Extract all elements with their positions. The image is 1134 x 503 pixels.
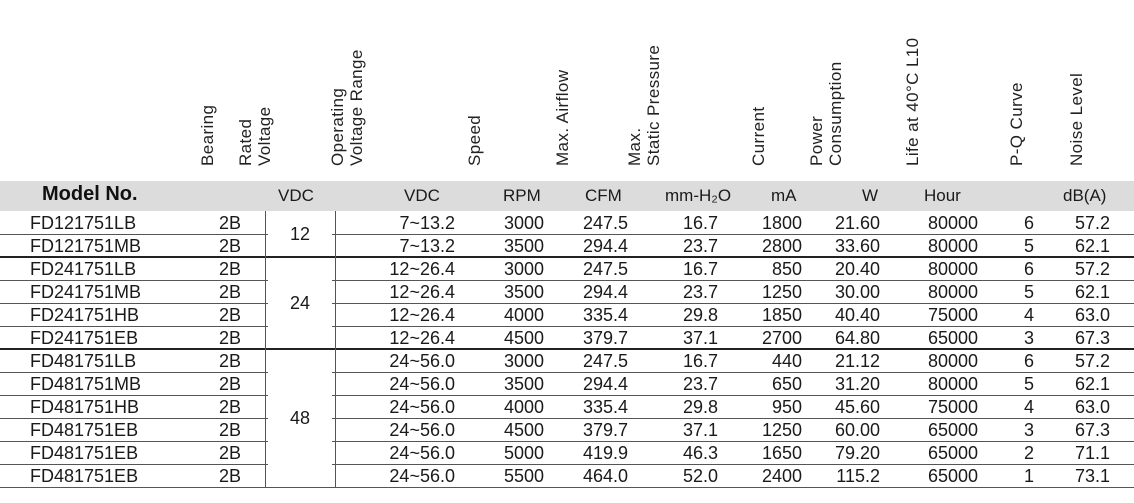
cell-pq: 2 bbox=[1023, 443, 1034, 463]
cell-bearing: 2B bbox=[218, 397, 242, 417]
cell-model: FD241751EB bbox=[30, 328, 139, 348]
cell-range: 7~13.2 bbox=[399, 213, 455, 233]
cell-airflow: 335.4 bbox=[582, 397, 628, 417]
cell-range: 12~26.4 bbox=[389, 282, 455, 302]
cell-airflow: 294.4 bbox=[582, 282, 628, 302]
cell-airflow: 294.4 bbox=[582, 374, 628, 394]
unit-airflow: CFM bbox=[585, 186, 622, 205]
cell-current: 950 bbox=[771, 397, 802, 417]
cell-power: 21.12 bbox=[834, 351, 880, 371]
header-life-line1: Life at 40°C L10 bbox=[903, 37, 922, 166]
cell-speed: 4500 bbox=[503, 328, 544, 348]
header-pq-curve bbox=[1007, 56, 1026, 166]
cell-airflow: 379.7 bbox=[582, 328, 628, 348]
cell-current: 2400 bbox=[761, 466, 802, 486]
cell-pressure: 29.8 bbox=[682, 397, 718, 417]
header-airflow-line1: Max. Airflow bbox=[553, 69, 572, 166]
cell-range: 12~26.4 bbox=[389, 259, 455, 279]
header-current bbox=[749, 76, 768, 166]
table-row bbox=[0, 372, 1134, 396]
cell-model: FD481751LB bbox=[30, 351, 137, 371]
header-noise-line1: Noise Level bbox=[1067, 72, 1086, 166]
cell-speed: 3500 bbox=[503, 374, 544, 394]
cell-life: 65000 bbox=[927, 328, 978, 348]
cell-noise: 62.1 bbox=[1074, 374, 1110, 394]
cell-speed: 5500 bbox=[503, 466, 544, 486]
cell-current: 1250 bbox=[761, 282, 802, 302]
cell-range: 12~26.4 bbox=[389, 305, 455, 325]
cell-pressure: 37.1 bbox=[682, 328, 718, 348]
cell-pressure: 16.7 bbox=[682, 259, 718, 279]
cell-life: 80000 bbox=[927, 374, 978, 394]
cell-bearing: 2B bbox=[218, 236, 242, 256]
cell-model: FD121751MB bbox=[30, 236, 142, 256]
cell-pq: 6 bbox=[1023, 259, 1034, 279]
rated-voltage-cell: 12 bbox=[268, 212, 332, 256]
cell-power: 31.20 bbox=[834, 374, 880, 394]
cell-noise: 63.0 bbox=[1074, 305, 1110, 325]
cell-life: 80000 bbox=[927, 351, 978, 371]
unit-noise: dB(A) bbox=[1063, 186, 1107, 205]
table-row bbox=[0, 464, 1134, 488]
header-operating-range-line1: Operating bbox=[328, 87, 347, 166]
cell-speed: 4000 bbox=[503, 305, 544, 325]
cell-current: 650 bbox=[771, 374, 802, 394]
cell-life: 65000 bbox=[927, 466, 978, 486]
group-separator bbox=[0, 256, 1134, 258]
table-row bbox=[0, 441, 1134, 465]
cell-current: 1850 bbox=[761, 305, 802, 325]
cell-airflow: 335.4 bbox=[582, 305, 628, 325]
cell-current: 850 bbox=[771, 259, 802, 279]
cell-current: 1800 bbox=[761, 213, 802, 233]
cell-range: 24~56.0 bbox=[389, 351, 455, 371]
unit-life: Hour bbox=[924, 186, 961, 205]
cell-pressure: 46.3 bbox=[682, 443, 718, 463]
cell-airflow: 247.5 bbox=[582, 351, 628, 371]
cell-bearing: 2B bbox=[218, 259, 242, 279]
cell-pq: 5 bbox=[1023, 236, 1034, 256]
unit-power: W bbox=[862, 186, 879, 205]
cell-pq: 3 bbox=[1023, 420, 1034, 440]
cell-speed: 3000 bbox=[503, 213, 544, 233]
cell-life: 65000 bbox=[927, 420, 978, 440]
header-bearing-line1: Bearing bbox=[198, 104, 217, 166]
cell-power: 20.40 bbox=[834, 259, 880, 279]
cell-model: FD241751MB bbox=[30, 282, 142, 302]
cell-pq: 5 bbox=[1023, 282, 1034, 302]
header-power-line2: Consumption bbox=[826, 61, 845, 166]
cell-noise: 57.2 bbox=[1074, 259, 1110, 279]
cell-power: 21.60 bbox=[834, 213, 880, 233]
cell-model: FD241751LB bbox=[30, 259, 137, 279]
header-power-line1: Power bbox=[807, 115, 826, 166]
cell-noise: 63.0 bbox=[1074, 397, 1110, 417]
cell-model: FD121751LB bbox=[30, 213, 137, 233]
column-divider bbox=[335, 211, 336, 488]
cell-pressure: 16.7 bbox=[682, 213, 718, 233]
header-speed-line1: Speed bbox=[465, 114, 484, 166]
cell-pressure: 16.7 bbox=[682, 351, 718, 371]
cell-range: 12~26.4 bbox=[389, 328, 455, 348]
table-row bbox=[0, 280, 1134, 304]
cell-airflow: 419.9 bbox=[582, 443, 628, 463]
cell-life: 65000 bbox=[927, 443, 978, 463]
unit-speed: RPM bbox=[503, 186, 541, 205]
cell-pq: 3 bbox=[1023, 328, 1034, 348]
cell-speed: 3000 bbox=[503, 351, 544, 371]
model-no-title: Model No. bbox=[42, 183, 138, 205]
cell-pq: 6 bbox=[1023, 213, 1034, 233]
cell-power: 115.2 bbox=[836, 466, 880, 486]
cell-speed: 4500 bbox=[503, 420, 544, 440]
header-static-pressure-line2: Static Pressure bbox=[644, 44, 663, 166]
cell-speed: 5000 bbox=[503, 443, 544, 463]
cell-range: 24~56.0 bbox=[389, 420, 455, 440]
cell-noise: 67.3 bbox=[1074, 420, 1110, 440]
cell-airflow: 294.4 bbox=[582, 236, 628, 256]
cell-airflow: 464.0 bbox=[582, 466, 628, 486]
rated-voltage-cell: 48 bbox=[268, 350, 332, 486]
header-static-pressure-line1: Max. bbox=[625, 127, 644, 166]
cell-noise: 62.1 bbox=[1074, 236, 1110, 256]
cell-current: 1250 bbox=[761, 420, 802, 440]
cell-bearing: 2B bbox=[218, 282, 242, 302]
cell-model: FD481751MB bbox=[30, 374, 142, 394]
cell-pq: 6 bbox=[1023, 351, 1034, 371]
unit-static-pressure: mm-H₂O bbox=[665, 186, 732, 205]
cell-bearing: 2B bbox=[218, 351, 242, 371]
cell-range: 24~56.0 bbox=[389, 443, 455, 463]
cell-pressure: 52.0 bbox=[682, 466, 718, 486]
cell-pq: 5 bbox=[1023, 374, 1034, 394]
rated-voltage-cell: 24 bbox=[268, 258, 332, 348]
unit-operating-range: VDC bbox=[404, 186, 440, 205]
cell-current: 2800 bbox=[761, 236, 802, 256]
header-bearing bbox=[198, 86, 217, 166]
cell-pressure: 23.7 bbox=[682, 236, 718, 256]
cell-bearing: 2B bbox=[218, 443, 242, 463]
cell-noise: 71.1 bbox=[1074, 443, 1110, 463]
cell-airflow: 247.5 bbox=[582, 259, 628, 279]
cell-current: 440 bbox=[771, 351, 802, 371]
header-current-line1: Current bbox=[749, 106, 768, 166]
cell-model: FD241751HB bbox=[30, 305, 140, 325]
column-divider bbox=[265, 211, 266, 488]
table-row bbox=[0, 395, 1134, 419]
unit-rated-voltage: VDC bbox=[278, 186, 314, 205]
cell-power: 33.60 bbox=[834, 236, 880, 256]
cell-speed: 3500 bbox=[503, 236, 544, 256]
cell-speed: 4000 bbox=[503, 397, 544, 417]
cell-life: 75000 bbox=[927, 397, 978, 417]
cell-bearing: 2B bbox=[218, 305, 242, 325]
cell-range: 7~13.2 bbox=[399, 236, 455, 256]
cell-life: 75000 bbox=[927, 305, 978, 325]
header-airflow bbox=[553, 36, 572, 166]
cell-pq: 4 bbox=[1023, 305, 1034, 325]
table-row bbox=[0, 349, 1134, 373]
cell-current: 1650 bbox=[761, 443, 802, 463]
header-operating-range-line2: Voltage Range bbox=[347, 49, 366, 166]
cell-pressure: 23.7 bbox=[682, 282, 718, 302]
cell-pressure: 37.1 bbox=[682, 420, 718, 440]
cell-life: 80000 bbox=[927, 259, 978, 279]
cell-speed: 3000 bbox=[503, 259, 544, 279]
cell-noise: 67.3 bbox=[1074, 328, 1110, 348]
table-row bbox=[0, 234, 1134, 258]
cell-model: FD481751EB bbox=[30, 443, 139, 463]
cell-power: 30.00 bbox=[834, 282, 880, 302]
cell-model: FD481751EB bbox=[30, 420, 139, 440]
cell-range: 24~56.0 bbox=[389, 397, 455, 417]
header-rated-voltage bbox=[236, 86, 274, 166]
header-power bbox=[807, 26, 845, 166]
units-band bbox=[0, 181, 1134, 211]
unit-current: mA bbox=[771, 186, 797, 205]
header-noise bbox=[1067, 46, 1086, 166]
cell-model: FD481751EB bbox=[30, 466, 139, 486]
cell-pressure: 23.7 bbox=[682, 374, 718, 394]
table-row bbox=[0, 257, 1134, 281]
cell-life: 80000 bbox=[927, 213, 978, 233]
header-rated-voltage-line1: Rated bbox=[236, 118, 255, 166]
cell-bearing: 2B bbox=[218, 466, 242, 486]
header-life bbox=[903, 6, 922, 166]
table-row bbox=[0, 418, 1134, 442]
cell-noise: 57.2 bbox=[1074, 213, 1110, 233]
cell-speed: 3500 bbox=[503, 282, 544, 302]
header-speed bbox=[465, 86, 484, 166]
cell-range: 24~56.0 bbox=[389, 466, 455, 486]
cell-airflow: 247.5 bbox=[582, 213, 628, 233]
cell-bearing: 2B bbox=[218, 328, 242, 348]
cell-power: 60.00 bbox=[834, 420, 880, 440]
header-operating-range bbox=[328, 0, 366, 166]
cell-life: 80000 bbox=[927, 236, 978, 256]
header-rated-voltage-line2: Voltage bbox=[255, 106, 274, 166]
cell-pq: 1 bbox=[1023, 466, 1034, 486]
cell-airflow: 379.7 bbox=[582, 420, 628, 440]
cell-noise: 62.1 bbox=[1074, 282, 1110, 302]
cell-power: 64.80 bbox=[834, 328, 880, 348]
header-static-pressure bbox=[625, 0, 663, 166]
table-row bbox=[0, 303, 1134, 327]
cell-noise: 57.2 bbox=[1074, 351, 1110, 371]
table-row bbox=[0, 326, 1134, 350]
cell-bearing: 2B bbox=[218, 374, 242, 394]
header-pq-curve-line1: P-Q Curve bbox=[1007, 82, 1026, 166]
cell-pressure: 29.8 bbox=[682, 305, 718, 325]
cell-power: 40.40 bbox=[834, 305, 880, 325]
cell-bearing: 2B bbox=[218, 213, 242, 233]
table-row bbox=[0, 211, 1134, 235]
cell-noise: 73.1 bbox=[1074, 466, 1110, 486]
cell-power: 79.20 bbox=[834, 443, 880, 463]
cell-power: 45.60 bbox=[834, 397, 880, 417]
cell-current: 2700 bbox=[761, 328, 802, 348]
cell-pq: 4 bbox=[1023, 397, 1034, 417]
group-separator bbox=[0, 348, 1134, 350]
cell-life: 80000 bbox=[927, 282, 978, 302]
cell-range: 24~56.0 bbox=[389, 374, 455, 394]
cell-model: FD481751HB bbox=[30, 397, 140, 417]
cell-bearing: 2B bbox=[218, 420, 242, 440]
